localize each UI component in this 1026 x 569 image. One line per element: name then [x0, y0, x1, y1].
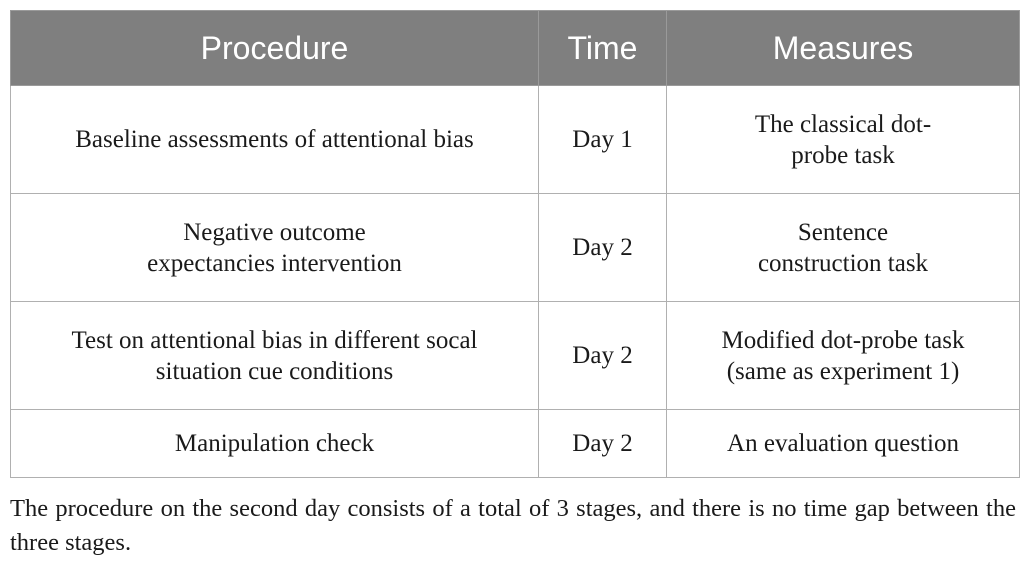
measures-text: probe task [791, 141, 895, 169]
measures-text: Modified dot-probe task [721, 326, 965, 354]
procedure-cell [11, 86, 539, 194]
measures-text: (same as experiment 1) [726, 357, 960, 385]
procedure-text: expectancies intervention [147, 249, 402, 277]
procedure-table [10, 10, 1020, 478]
table-footnote: The procedure on the second day consists of a total of 3 stages, and there is no time gap between the three stages. [10, 495, 1016, 556]
procedure-cell [11, 194, 539, 302]
measures-cell [667, 194, 1020, 302]
table-header-row [11, 11, 1020, 86]
table-row [11, 410, 1020, 478]
measures-text: The classical dot- [754, 110, 932, 138]
measures-text: An evaluation question [727, 430, 959, 457]
time-cell: Day 1 [539, 86, 667, 194]
header-procedure: Procedure [11, 11, 539, 86]
procedure-text: Baseline assessments of attentional bias [75, 126, 474, 153]
measures-text: Sentence [797, 218, 889, 246]
procedure-cell [11, 410, 539, 478]
measures-cell [667, 86, 1020, 194]
measures-text: construction task [757, 249, 929, 277]
procedure-text: situation cue conditions [155, 357, 394, 385]
time-cell: Day 2 [539, 194, 667, 302]
time-cell: Day 2 [539, 302, 667, 410]
time-cell: Day 2 [539, 410, 667, 478]
table-row [11, 86, 1020, 194]
procedure-table-container [10, 10, 1016, 478]
procedure-text: Negative outcome [183, 218, 366, 246]
procedure-cell [11, 302, 539, 410]
procedure-text: Manipulation check [174, 430, 375, 457]
header-measures: Measures [667, 11, 1020, 86]
header-time: Time [539, 11, 667, 86]
measures-cell [667, 410, 1020, 478]
table-row [11, 302, 1020, 410]
measures-cell [667, 302, 1020, 410]
table-row [11, 194, 1020, 302]
procedure-text: Test on attentional bias in different socal [71, 326, 478, 354]
